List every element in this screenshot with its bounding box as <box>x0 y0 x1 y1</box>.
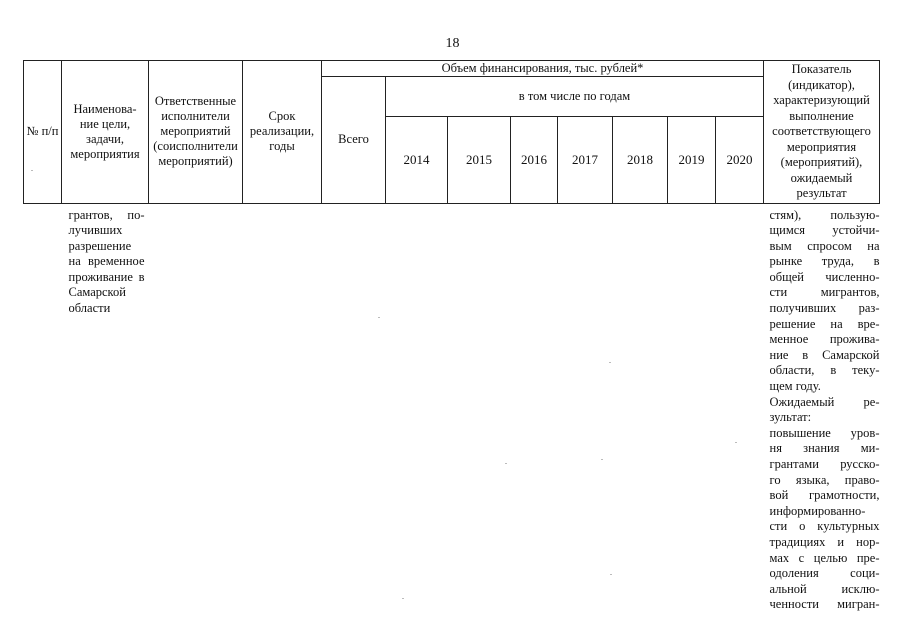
scan-speck <box>735 442 737 443</box>
name-line: области <box>68 301 111 316</box>
indicator-line: стям), пользую- <box>769 207 880 222</box>
indicator-line: сти о культурных <box>769 519 880 534</box>
cell-total <box>322 203 386 613</box>
indicator-line: щем году. <box>769 379 821 394</box>
header-by-years: в том числе по годам <box>386 77 764 117</box>
cell-2019 <box>668 203 716 613</box>
cell-2020 <box>716 203 764 613</box>
cell-indicator <box>764 203 880 613</box>
indicator-line: менное прожива- <box>769 332 880 347</box>
cell-2016 <box>511 203 558 613</box>
scan-speck <box>610 574 612 575</box>
cell-term <box>243 203 322 613</box>
cell-num <box>24 203 62 613</box>
indicator-line: ние в Самарской <box>769 347 880 362</box>
name-line: грантов, по- <box>68 207 145 222</box>
header-year-2015: 2015 <box>448 116 511 203</box>
indicator-line: информированно- <box>769 503 866 518</box>
name-line: на временное <box>68 254 145 269</box>
indicator-line: области, в теку- <box>769 363 880 378</box>
scan-speck <box>378 317 380 318</box>
indicator-line: ня знания ми- <box>769 441 880 456</box>
header-year-2018: 2018 <box>613 116 668 203</box>
indicator-line: повышение уров- <box>769 425 880 440</box>
name-line: разрешение <box>68 238 132 253</box>
indicator-line: получивших раз- <box>769 301 880 316</box>
header-total: Всего <box>322 77 386 204</box>
indicator-line: рынке труда, в <box>769 254 880 269</box>
scan-speck <box>31 170 33 171</box>
cell-2014 <box>386 203 448 613</box>
indicator-line: зультат: <box>769 410 812 425</box>
scan-speck <box>505 463 507 464</box>
indicator-line: Ожидаемый ре- <box>769 394 880 409</box>
header-name: Наименова-ние цели, задачи, мероприятия <box>62 61 149 204</box>
cell-2015 <box>448 203 511 613</box>
cell-2017 <box>558 203 613 613</box>
header-term: Срок реализации, годы <box>243 61 322 204</box>
scan-speck <box>402 598 404 599</box>
indicator-line: мах с целью пре- <box>769 550 880 565</box>
header-funding: Объем финансирования, тыс. рублей* <box>322 61 764 77</box>
name-line: лучивших <box>68 223 123 238</box>
indicator-line: го языка, право- <box>769 472 880 487</box>
indicator-line: общей численно- <box>769 269 880 284</box>
indicator-line: вой грамотности, <box>769 488 880 503</box>
indicator-line: вым спросом на <box>769 238 880 253</box>
indicator-line: альной исклю- <box>769 581 880 596</box>
indicator-line: традициях и нор- <box>769 534 880 549</box>
name-line: Самарской <box>68 285 126 300</box>
page-number: 18 <box>445 36 460 51</box>
indicator-line: одоления соци- <box>769 566 880 581</box>
header-year-2019: 2019 <box>668 116 716 203</box>
indicator-line: сти мигрантов, <box>769 285 880 300</box>
header-executors: Ответственные исполнители мероприятий (соисполнители мероприятий) <box>149 61 243 204</box>
scan-speck <box>601 459 603 460</box>
indicator-line: щимся устойчи- <box>769 223 880 238</box>
header-year-2017: 2017 <box>558 116 613 203</box>
header-year-2014: 2014 <box>386 116 448 203</box>
cell-name <box>62 203 149 613</box>
header-year-2016: 2016 <box>511 116 558 203</box>
indicator-line: грантами русско- <box>769 457 880 471</box>
program-table <box>23 60 880 613</box>
cell-executors <box>149 203 243 613</box>
header-num: № п/п <box>24 61 62 204</box>
header-indicator: Показатель (индикатор), характеризующий выполнение соответствующего мероприятия (мероприятий), ожидаемый результат <box>764 61 880 204</box>
name-line: проживание в <box>68 269 145 284</box>
cell-2018 <box>613 203 668 613</box>
indicator-line: решение на вре- <box>769 316 880 331</box>
scan-speck <box>609 362 611 363</box>
header-year-2020: 2020 <box>716 116 764 203</box>
indicator-line: ченности мигран- <box>769 597 880 612</box>
